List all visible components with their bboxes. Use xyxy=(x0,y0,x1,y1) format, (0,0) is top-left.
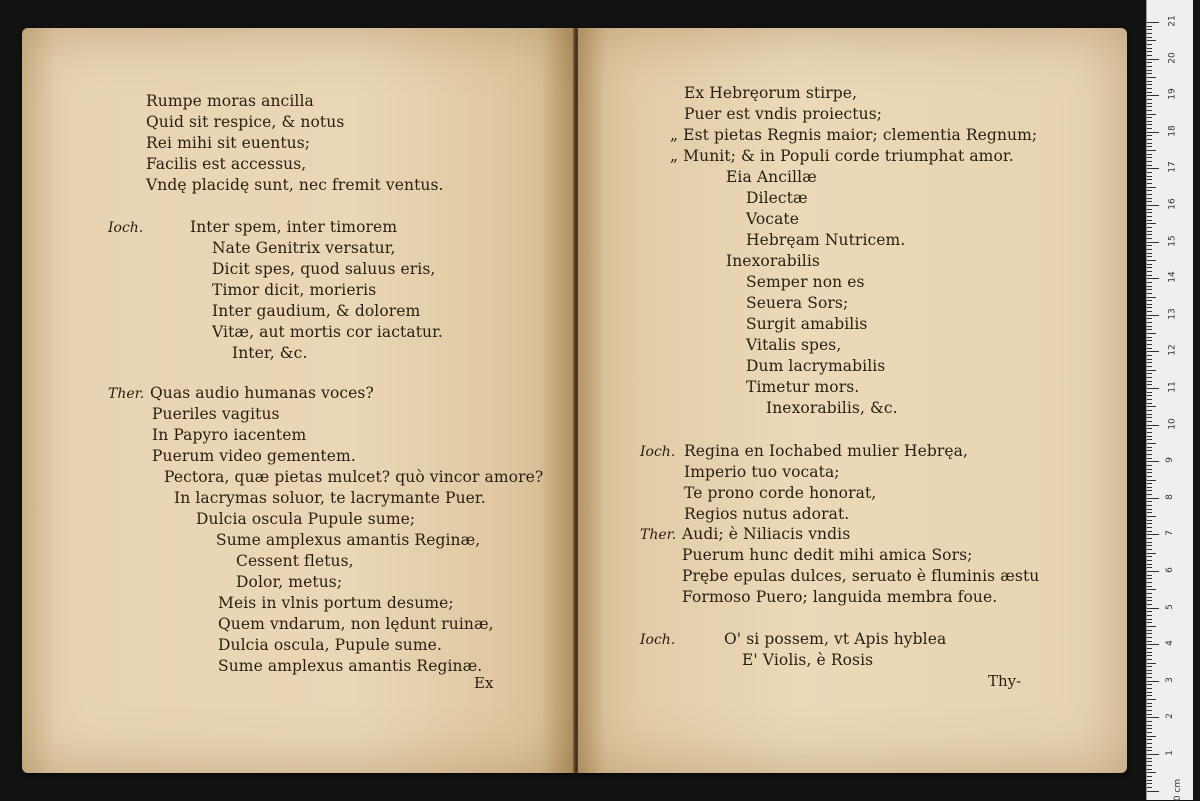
text-line: Puer est vndis proiectus; xyxy=(684,105,883,123)
ruler-minor-tick xyxy=(1147,765,1152,766)
ruler-minor-tick xyxy=(1147,249,1152,250)
ruler-tick xyxy=(1147,315,1159,316)
ruler-minor-tick xyxy=(1147,307,1152,308)
ruler-minor-tick xyxy=(1147,516,1156,517)
ruler-minor-tick xyxy=(1147,703,1152,704)
ruler-minor-tick xyxy=(1147,648,1152,649)
ruler-number: 16 xyxy=(1167,198,1178,210)
ruler-minor-tick xyxy=(1147,29,1152,30)
ruler-minor-tick xyxy=(1147,626,1156,627)
ruler-minor-tick xyxy=(1147,542,1152,543)
ruler-minor-tick xyxy=(1147,512,1152,513)
ruler-minor-tick xyxy=(1147,135,1152,136)
ruler-minor-tick xyxy=(1147,227,1152,228)
ruler-minor-tick xyxy=(1147,216,1152,217)
text-line: Seuera Sors; xyxy=(746,294,849,312)
ruler-minor-tick xyxy=(1147,600,1152,601)
ruler-minor-tick xyxy=(1147,575,1152,576)
text-line: Vocate xyxy=(746,210,800,228)
ruler-minor-tick xyxy=(1147,421,1152,422)
ruler-minor-tick xyxy=(1147,589,1156,590)
ruler-number: 21 xyxy=(1167,15,1178,27)
ruler-minor-tick xyxy=(1147,381,1152,382)
ruler-number: 15 xyxy=(1167,234,1178,247)
text-line: Formoso Puero; languida membra foue. xyxy=(682,588,998,606)
ruler-minor-tick xyxy=(1147,114,1156,115)
text-line: Puerum hunc dedit mihi amica Sors; xyxy=(682,546,973,564)
ruler-minor-tick xyxy=(1147,40,1156,41)
ruler-number: 6 xyxy=(1164,567,1175,573)
ruler-minor-tick xyxy=(1147,220,1152,221)
text-line: „ Est pietas Regnis maior; clementia Regnum; xyxy=(670,126,1038,144)
ruler-minor-tick xyxy=(1147,673,1152,674)
ruler-minor-tick xyxy=(1147,527,1152,528)
ruler-minor-tick xyxy=(1147,630,1152,631)
ruler-minor-tick xyxy=(1147,333,1156,334)
ruler-minor-tick xyxy=(1147,776,1152,777)
ruler-minor-tick xyxy=(1147,399,1152,400)
ruler-minor-tick xyxy=(1147,761,1152,762)
ruler-minor-tick xyxy=(1147,318,1152,319)
ruler-number: 13 xyxy=(1167,308,1178,320)
ruler-minor-tick xyxy=(1147,77,1156,78)
ruler-minor-tick xyxy=(1147,586,1152,587)
ruler-minor-tick xyxy=(1147,66,1152,67)
ruler-minor-tick xyxy=(1147,26,1152,27)
ruler-minor-tick xyxy=(1147,501,1152,502)
ruler-minor-tick xyxy=(1147,92,1152,93)
ruler-minor-tick xyxy=(1147,637,1152,638)
catchword: Ex xyxy=(474,674,494,692)
ruler-minor-tick xyxy=(1147,340,1152,341)
ruler-number: 14 xyxy=(1167,271,1178,283)
ruler-number: 7 xyxy=(1164,530,1175,537)
text-line: Inter gaudium, & dolorem xyxy=(212,302,421,320)
ruler-minor-tick xyxy=(1147,487,1152,488)
text-line: In lacrymas soluor, te lacrymante Puer. xyxy=(174,489,486,507)
text-line: „ Munit; & in Populi corde triumphat amor. xyxy=(670,147,1014,165)
ruler-minor-tick xyxy=(1147,582,1152,583)
ruler-minor-tick xyxy=(1147,88,1152,89)
ruler-minor-tick xyxy=(1147,666,1152,667)
ruler-minor-tick xyxy=(1147,692,1152,693)
ruler-minor-tick xyxy=(1147,55,1152,56)
ruler-number: 9 xyxy=(1164,457,1175,464)
ruler-minor-tick xyxy=(1147,410,1152,411)
ruler-minor-tick xyxy=(1147,106,1152,107)
ruler-minor-tick xyxy=(1147,33,1152,34)
ruler-minor-tick xyxy=(1147,275,1152,276)
ruler-number: 0 cm xyxy=(1173,778,1184,801)
ruler-minor-tick xyxy=(1147,344,1152,345)
ruler-minor-tick xyxy=(1147,337,1152,338)
ruler-minor-tick xyxy=(1147,384,1152,385)
ruler-tick xyxy=(1147,22,1159,23)
ruler-minor-tick xyxy=(1147,322,1152,323)
speaker-label: Ioch. xyxy=(108,220,144,236)
ruler-tick xyxy=(1147,461,1159,462)
text-line: Semper non es xyxy=(746,273,865,291)
text-line: Rumpe moras ancilla xyxy=(146,92,314,110)
ruler-minor-tick xyxy=(1147,293,1152,294)
ruler-minor-tick xyxy=(1147,549,1152,550)
ruler-tick xyxy=(1147,95,1159,96)
ruler-minor-tick xyxy=(1147,231,1152,232)
ruler-minor-tick xyxy=(1147,480,1156,481)
ruler-minor-tick xyxy=(1147,619,1152,620)
ruler-tick xyxy=(1147,571,1159,572)
ruler-minor-tick xyxy=(1147,176,1152,177)
right-page xyxy=(578,28,1127,773)
text-line: Vitalis spes, xyxy=(746,336,842,354)
ruler-minor-tick xyxy=(1147,677,1152,678)
ruler-minor-tick xyxy=(1147,143,1152,144)
ruler-minor-tick xyxy=(1147,157,1152,158)
ruler-tick xyxy=(1147,644,1159,645)
ruler-minor-tick xyxy=(1147,271,1152,272)
ruler-minor-tick xyxy=(1147,721,1152,722)
ruler-minor-tick xyxy=(1147,362,1152,363)
text-line: Sume amplexus amantis Reginæ. xyxy=(218,657,483,675)
ruler-minor-tick xyxy=(1147,538,1152,539)
text-line: Regina en Iochabed mulier Hebręa, xyxy=(684,442,969,460)
ruler-minor-tick xyxy=(1147,758,1152,759)
ruler-minor-tick xyxy=(1147,428,1152,429)
text-line: Rei mihi sit euentus; xyxy=(146,134,311,152)
text-line: Te prono corde honorat, xyxy=(684,484,877,502)
ruler-minor-tick xyxy=(1147,348,1152,349)
ruler-minor-tick xyxy=(1147,465,1152,466)
ruler-minor-tick xyxy=(1147,739,1152,740)
text-line: Timetur mors. xyxy=(746,378,860,396)
ruler-minor-tick xyxy=(1147,103,1152,104)
ruler-minor-tick xyxy=(1147,670,1152,671)
ruler-number: 1 xyxy=(1164,750,1175,756)
ruler-minor-tick xyxy=(1147,769,1152,770)
text-line: Dulcia oscula, Pupule sume. xyxy=(218,636,442,654)
ruler-minor-tick xyxy=(1147,710,1152,711)
ruler-minor-tick xyxy=(1147,179,1152,180)
text-line: Facilis est accessus, xyxy=(146,155,307,173)
ruler-tick xyxy=(1147,681,1159,682)
ruler-minor-tick xyxy=(1147,154,1152,155)
open-book xyxy=(22,28,1127,773)
ruler-minor-tick xyxy=(1147,523,1152,524)
ruler-minor-tick xyxy=(1147,124,1152,125)
ruler-minor-tick xyxy=(1147,439,1152,440)
ruler-minor-tick xyxy=(1147,406,1156,407)
text-line: Nate Genitrix versatur, xyxy=(212,239,396,257)
ruler-minor-tick xyxy=(1147,695,1152,696)
ruler-minor-tick xyxy=(1147,264,1152,265)
ruler-minor-tick xyxy=(1147,234,1152,235)
text-line: Inter spem, inter timorem xyxy=(190,218,398,236)
ruler-minor-tick xyxy=(1147,706,1152,707)
ruler-minor-tick xyxy=(1147,245,1152,246)
ruler-minor-tick xyxy=(1147,714,1152,715)
ruler-minor-tick xyxy=(1147,560,1152,561)
ruler-minor-tick xyxy=(1147,165,1152,166)
ruler-tick xyxy=(1147,351,1159,352)
ruler-minor-tick xyxy=(1147,373,1152,374)
ruler-minor-tick xyxy=(1147,725,1152,726)
text-line: Dolor, metus; xyxy=(236,573,343,591)
ruler-minor-tick xyxy=(1147,99,1152,100)
ruler-minor-tick xyxy=(1147,436,1152,437)
ruler-minor-tick xyxy=(1147,772,1156,773)
ruler-minor-tick xyxy=(1147,641,1152,642)
text-line: Hebręam Nutricem. xyxy=(746,231,906,249)
speaker-label: Ther. xyxy=(640,527,677,543)
ruler-number: 19 xyxy=(1167,88,1178,100)
text-line: Audi; è Niliacis vndis xyxy=(682,525,851,543)
ruler-minor-tick xyxy=(1147,198,1152,199)
text-line: Puerum video gementem. xyxy=(152,447,356,465)
ruler-number: 17 xyxy=(1167,161,1178,174)
ruler-minor-tick xyxy=(1147,392,1152,393)
ruler-minor-tick xyxy=(1147,458,1152,459)
ruler-minor-tick xyxy=(1147,472,1152,473)
ruler-number: 11 xyxy=(1167,381,1178,393)
ruler-minor-tick xyxy=(1147,545,1152,546)
ruler-minor-tick xyxy=(1147,531,1152,532)
ruler-minor-tick xyxy=(1147,366,1152,367)
ruler-number: 8 xyxy=(1164,493,1175,500)
ruler-tick xyxy=(1147,754,1159,755)
text-line: Vitæ, aut mortis cor iactatur. xyxy=(212,323,443,341)
ruler-minor-tick xyxy=(1147,469,1152,470)
ruler-minor-tick xyxy=(1147,370,1156,371)
ruler-minor-tick xyxy=(1147,183,1152,184)
ruler-tick xyxy=(1147,534,1159,535)
ruler-minor-tick xyxy=(1147,483,1152,484)
ruler-minor-tick xyxy=(1147,633,1152,634)
ruler-minor-tick xyxy=(1147,578,1152,579)
ruler-minor-tick xyxy=(1147,743,1152,744)
ruler-minor-tick xyxy=(1147,121,1152,122)
ruler-minor-tick xyxy=(1147,611,1152,612)
text-line: Meis in vlnis portum desume; xyxy=(218,594,454,612)
text-line: Dum lacrymabilis xyxy=(746,357,886,375)
ruler-minor-tick xyxy=(1147,172,1152,173)
text-line: Inexorabilis xyxy=(726,252,820,270)
ruler-minor-tick xyxy=(1147,593,1152,594)
ruler-minor-tick xyxy=(1147,622,1152,623)
ruler-minor-tick xyxy=(1147,117,1152,118)
ruler-minor-tick xyxy=(1147,51,1152,52)
ruler-minor-tick xyxy=(1147,253,1152,254)
ruler-minor-tick xyxy=(1147,395,1152,396)
ruler-minor-tick xyxy=(1147,443,1156,444)
ruler-minor-tick xyxy=(1147,201,1152,202)
ruler-minor-tick xyxy=(1147,44,1152,45)
text-line: Ex Hebręorum stirpe, xyxy=(684,84,858,102)
ruler-tick xyxy=(1147,205,1159,206)
ruler-minor-tick xyxy=(1147,355,1152,356)
ruler-minor-tick xyxy=(1147,311,1152,312)
ruler-minor-tick xyxy=(1147,509,1152,510)
ruler-minor-tick xyxy=(1147,128,1152,129)
text-line: Cessent fletus, xyxy=(236,552,354,570)
ruler-tick xyxy=(1147,608,1159,609)
text-line: Inexorabilis, &c. xyxy=(766,399,898,417)
ruler-minor-tick xyxy=(1147,447,1152,448)
ruler-tick xyxy=(1147,132,1159,133)
text-line: Dicit spes, quod saluus eris, xyxy=(212,260,436,278)
ruler-minor-tick xyxy=(1147,238,1152,239)
ruler-tick xyxy=(1147,791,1159,792)
ruler-minor-tick xyxy=(1147,476,1152,477)
ruler-tick xyxy=(1147,278,1159,279)
ruler-number: 3 xyxy=(1164,676,1175,683)
left-page xyxy=(22,28,574,773)
ruler-minor-tick xyxy=(1147,256,1152,257)
ruler-minor-tick xyxy=(1147,567,1152,568)
ruler-minor-tick xyxy=(1147,783,1152,784)
ruler-minor-tick xyxy=(1147,604,1152,605)
ruler-minor-tick xyxy=(1147,70,1152,71)
ruler-tick xyxy=(1147,242,1159,243)
ruler-minor-tick xyxy=(1147,139,1152,140)
text-line: Pectora, quæ pietas mulcet? quò vincor amore? xyxy=(164,468,544,486)
ruler-minor-tick xyxy=(1147,652,1152,653)
ruler-minor-tick xyxy=(1147,187,1156,188)
ruler-minor-tick xyxy=(1147,417,1152,418)
ruler-minor-tick xyxy=(1147,223,1156,224)
ruler-minor-tick xyxy=(1147,728,1152,729)
ruler-number: 18 xyxy=(1167,125,1178,137)
ruler-minor-tick xyxy=(1147,780,1152,781)
text-line: Sume amplexus amantis Reginæ, xyxy=(216,531,481,549)
ruler-minor-tick xyxy=(1147,304,1152,305)
ruler-minor-tick xyxy=(1147,190,1152,191)
text-line: E' Violis, è Rosis xyxy=(742,651,874,669)
text-line: Quid sit respice, & notus xyxy=(146,113,345,131)
text-line: Quas audio humanas voces? xyxy=(150,384,374,402)
ruler-tick xyxy=(1147,388,1159,389)
text-line: Regios nutus adorat. xyxy=(684,505,850,523)
ruler-minor-tick xyxy=(1147,615,1152,616)
ruler-minor-tick xyxy=(1147,81,1152,82)
ruler-minor-tick xyxy=(1147,110,1152,111)
ruler-tick xyxy=(1147,717,1159,718)
ruler-minor-tick xyxy=(1147,663,1156,664)
speaker-label: Ioch. xyxy=(640,444,676,460)
ruler-minor-tick xyxy=(1147,732,1152,733)
ruler-minor-tick xyxy=(1147,146,1152,147)
ruler-minor-tick xyxy=(1147,286,1152,287)
catchword: Thy- xyxy=(988,672,1022,690)
ruler-minor-tick xyxy=(1147,267,1152,268)
ruler-minor-tick xyxy=(1147,450,1152,451)
ruler-minor-tick xyxy=(1147,209,1152,210)
ruler-tick xyxy=(1147,498,1159,499)
ruler-minor-tick xyxy=(1147,699,1156,700)
text-line: Dulcia oscula Pupule sume; xyxy=(196,510,416,528)
text-line: Vndę placidę sunt, nec fremit ventus. xyxy=(146,176,444,194)
ruler-minor-tick xyxy=(1147,329,1152,330)
ruler-minor-tick xyxy=(1147,553,1156,554)
ruler-number: 20 xyxy=(1167,51,1178,64)
ruler-tick xyxy=(1147,168,1159,169)
ruler-minor-tick xyxy=(1147,73,1152,74)
text-line: Dilectæ xyxy=(746,189,808,207)
ruler-tick xyxy=(1147,59,1159,60)
ruler-minor-tick xyxy=(1147,150,1156,151)
ruler-number: 12 xyxy=(1167,344,1178,357)
ruler-minor-tick xyxy=(1147,260,1156,261)
ruler-minor-tick xyxy=(1147,505,1152,506)
ruler-minor-tick xyxy=(1147,297,1156,298)
ruler-minor-tick xyxy=(1147,62,1152,63)
text-line: In Papyro iacentem xyxy=(152,426,307,444)
ruler-minor-tick xyxy=(1147,37,1152,38)
ruler-minor-tick xyxy=(1147,655,1152,656)
ruler-minor-tick xyxy=(1147,194,1152,195)
ruler-minor-tick xyxy=(1147,597,1152,598)
text-line: Eia Ancillæ xyxy=(726,168,817,186)
ruler-minor-tick xyxy=(1147,377,1152,378)
ruler-minor-tick xyxy=(1147,282,1152,283)
ruler-minor-tick xyxy=(1147,520,1152,521)
ruler-minor-tick xyxy=(1147,359,1152,360)
ruler-minor-tick xyxy=(1147,747,1152,748)
ruler-number: 4 xyxy=(1164,640,1175,647)
ruler-number: 10 xyxy=(1167,417,1178,430)
ruler-minor-tick xyxy=(1147,289,1152,290)
ruler-minor-tick xyxy=(1147,556,1152,557)
ruler-minor-tick xyxy=(1147,432,1152,433)
ruler-minor-tick xyxy=(1147,787,1152,788)
text-line: Timor dicit, morieris xyxy=(212,281,377,299)
ruler-minor-tick xyxy=(1147,659,1152,660)
ruler-minor-tick xyxy=(1147,161,1152,162)
ruler-minor-tick xyxy=(1147,403,1152,404)
measurement-ruler xyxy=(1146,0,1193,800)
ruler-minor-tick xyxy=(1147,212,1152,213)
text-line: Pueriles vagitus xyxy=(152,405,280,423)
ruler-tick xyxy=(1147,425,1159,426)
ruler-minor-tick xyxy=(1147,48,1152,49)
text-line: O' si possem, vt Apis hyblea xyxy=(724,630,947,648)
text-line: Surgit amabilis xyxy=(746,315,868,333)
ruler-minor-tick xyxy=(1147,564,1152,565)
ruler-minor-tick xyxy=(1147,688,1152,689)
ruler-minor-tick xyxy=(1147,454,1152,455)
speaker-label: Ther. xyxy=(108,386,145,402)
ruler-minor-tick xyxy=(1147,326,1152,327)
speaker-label: Ioch. xyxy=(640,632,676,648)
ruler-number: 5 xyxy=(1164,603,1175,610)
text-line: Prębe epulas dulces, seruato è fluminis æstu xyxy=(682,567,1040,585)
ruler-minor-tick xyxy=(1147,414,1152,415)
ruler-minor-tick xyxy=(1147,84,1152,85)
ruler-minor-tick xyxy=(1147,750,1152,751)
ruler-minor-tick xyxy=(1147,300,1152,301)
text-line: Imperio tuo vocata; xyxy=(684,463,840,481)
ruler-minor-tick xyxy=(1147,736,1156,737)
text-line: Quem vndarum, non lędunt ruinæ, xyxy=(218,615,494,633)
text-line: Inter, &c. xyxy=(232,344,308,362)
ruler-minor-tick xyxy=(1147,494,1152,495)
ruler-minor-tick xyxy=(1147,684,1152,685)
ruler-minor-tick xyxy=(1147,490,1152,491)
ruler-number: 2 xyxy=(1164,713,1175,720)
